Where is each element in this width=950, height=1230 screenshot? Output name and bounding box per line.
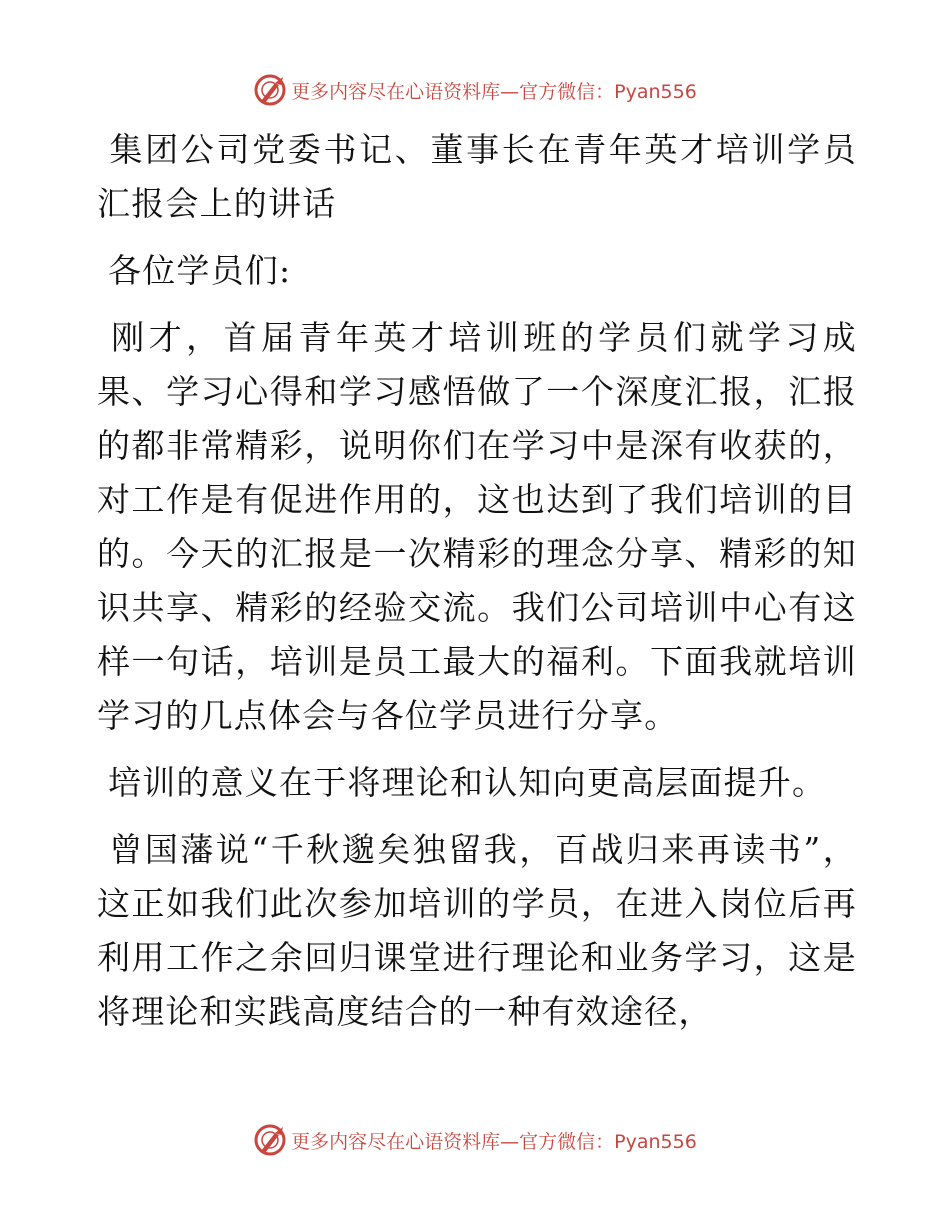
greeting bbox=[97, 244, 857, 298]
document-title bbox=[97, 123, 857, 231]
quill-logo-icon bbox=[253, 1123, 287, 1157]
header-watermark-banner bbox=[0, 70, 950, 110]
paragraph-2 bbox=[97, 756, 857, 810]
header-watermark-text: 更多内容尽在心语资料库—官方微信：Pyan556 bbox=[291, 80, 697, 103]
paragraph-1 bbox=[97, 311, 857, 743]
paragraph-3 bbox=[97, 823, 857, 1039]
paragraph-1-text: 刚才，首届青年英才培训班的学员们就学习成果、学习心得和学习感悟做了一个深度汇报，汇报的都非常精彩，说明你们在学习中是深有收获的，对工作是有促进作用的，这也达到了我们培训的目的。今天的汇报是一次精彩的理念分享、精彩的知识共享、精彩的经验交流。我们公司培训中心有这样一句话，培训是员工最大的福利。下面我就培训学习的几点体会与各位学员进行分享。 bbox=[97, 318, 857, 735]
document-body bbox=[97, 123, 857, 1052]
document-title-text: 集团公司党委书记、董事长在青年英才培训学员汇报会上的讲话 bbox=[97, 130, 857, 223]
paragraph-2-text: 培训的意义在于将理论和认知向更高层面提升。 bbox=[108, 763, 827, 802]
paragraph-3-text: 曾国藩说“千秋邈矣独留我，百战归来再读书”，这正如我们此次参加培训的学员，在进入岗位后再利用工作之余回归课堂进行理论和业务学习，这是将理论和实践高度结合的一种有效途径， bbox=[97, 830, 857, 1031]
footer-watermark-banner bbox=[0, 1120, 950, 1160]
footer-watermark-text: 更多内容尽在心语资料库—官方微信：Pyan556 bbox=[291, 1130, 697, 1153]
greeting-text: 各位学员们: bbox=[108, 251, 292, 290]
quill-logo-icon bbox=[253, 73, 287, 107]
